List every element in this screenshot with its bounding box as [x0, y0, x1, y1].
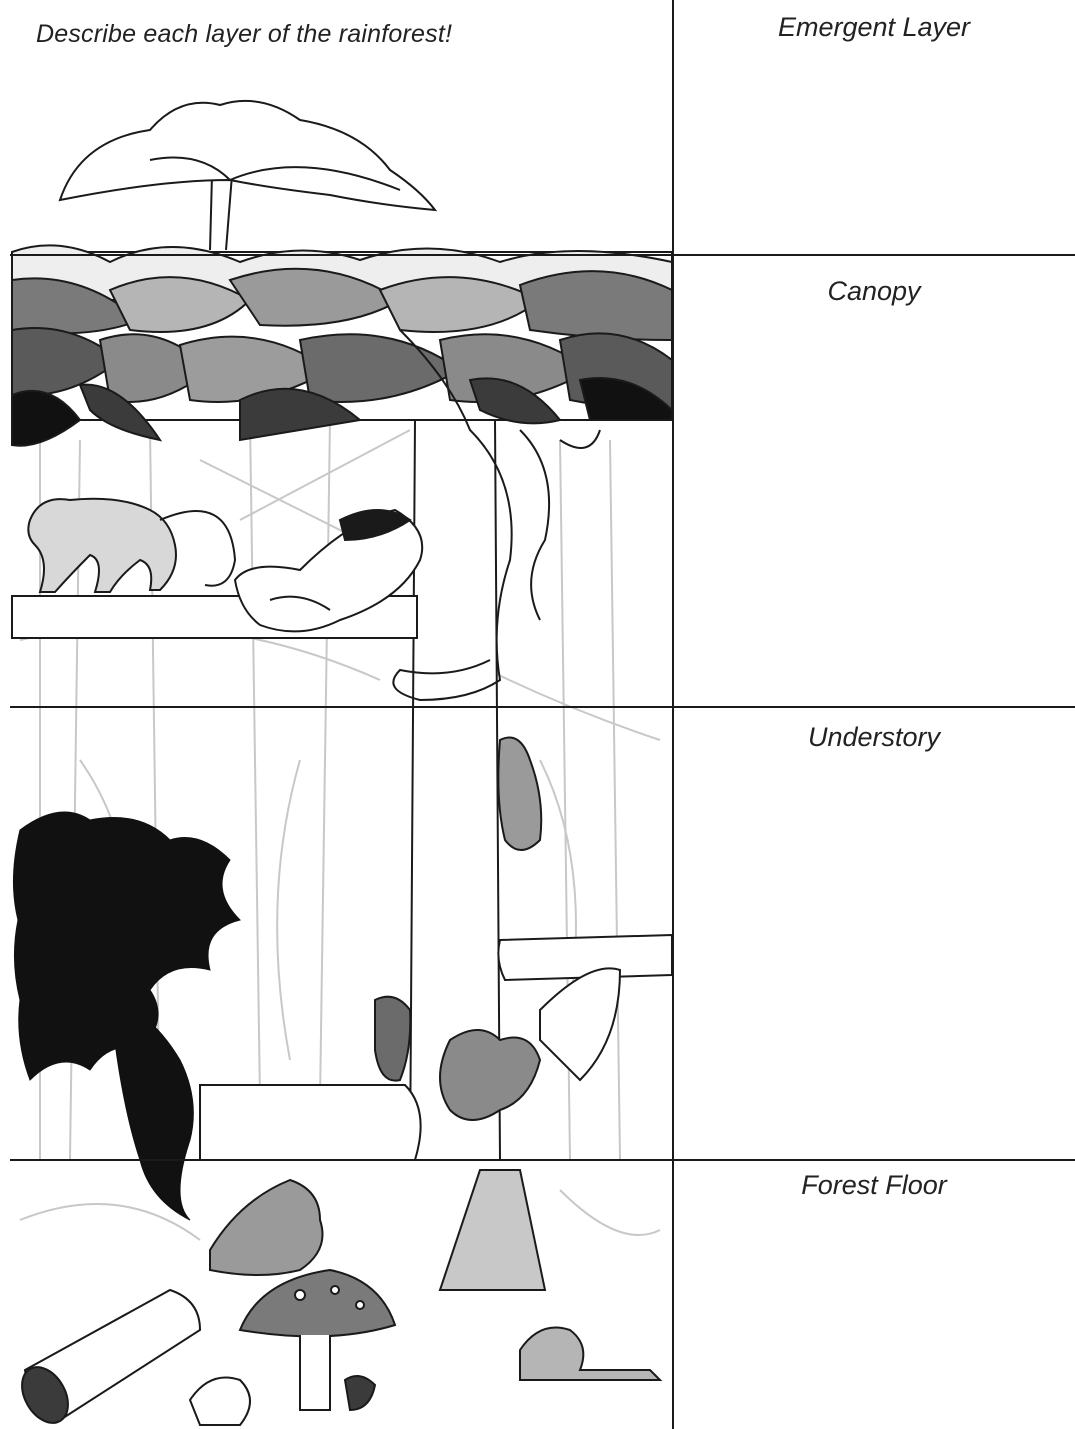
- answer-understory[interactable]: [674, 770, 1074, 1150]
- answer-emergent-layer[interactable]: [674, 60, 1074, 250]
- row-divider-canopy: [10, 254, 1075, 256]
- label-emergent-layer: Emergent Layer: [777, 12, 971, 42]
- instruction-text: Describe each layer of the rainforest!: [36, 20, 453, 48]
- row-divider-forest-floor: [10, 1159, 1075, 1161]
- row-divider-understory: [10, 706, 1075, 708]
- answer-canopy[interactable]: [674, 320, 1074, 700]
- answer-forest-floor[interactable]: [674, 1220, 1074, 1420]
- label-understory: Understory: [807, 722, 941, 752]
- label-canopy: Canopy: [827, 276, 921, 306]
- label-forest-floor: Forest Floor: [801, 1170, 947, 1200]
